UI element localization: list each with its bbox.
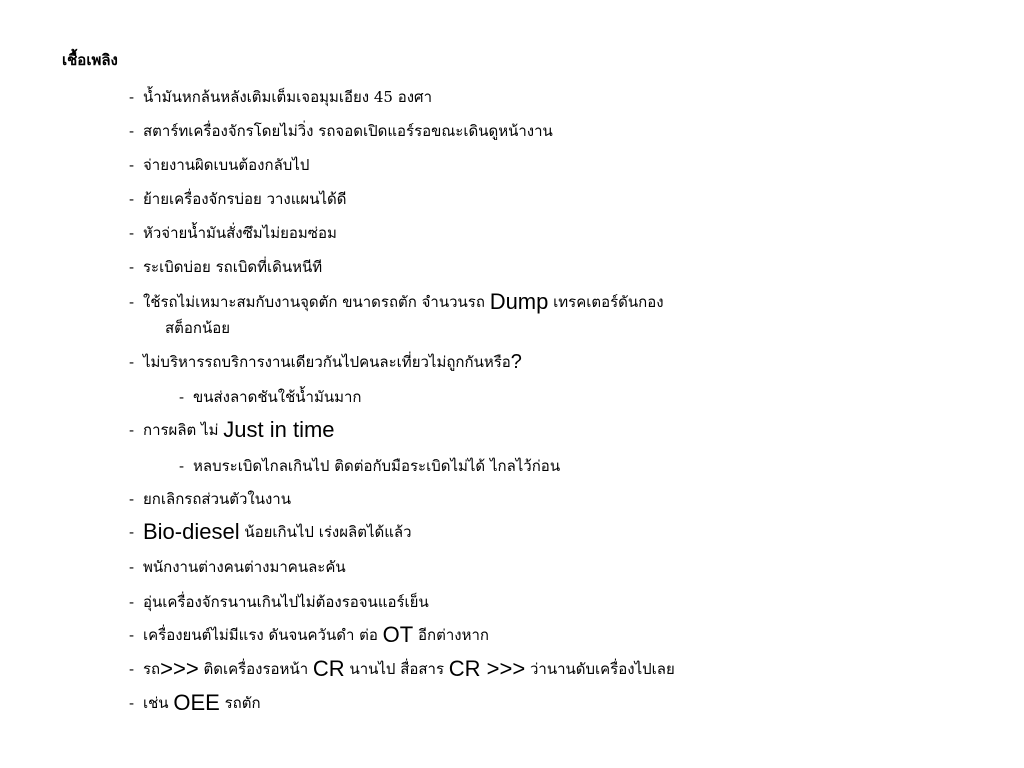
list-item	[129, 289, 664, 314]
list-item	[129, 257, 322, 277]
list-item	[129, 352, 522, 372]
sub-list-item	[179, 387, 362, 407]
item-text: เช่น	[143, 694, 174, 712]
item-latin-text: OT	[382, 622, 414, 647]
item-text: ว่านานดับเครื่องไปเลย	[525, 660, 675, 678]
item-text: พนักงานต่างคนต่างมาคนละคัน	[143, 558, 346, 576]
list-item	[129, 87, 432, 107]
bullet-dash: -	[129, 490, 135, 508]
item-text: สตาร์ทเครื่องจักรโดยไม่วิ่ง รถจอดเปิดแอร์รอขณะเดินดูหน้างาน	[143, 122, 553, 140]
item-text: เครื่องยนต์ไม่มีแรง ดันจนควันดำ ต่อ	[143, 626, 383, 644]
item-latin-text: Bio-diesel	[143, 519, 240, 544]
item-text: อุ่นเครื่องจักรนานเกินไปไม่ต้องรอจนแอร์เย็น	[143, 593, 429, 611]
bullet-dash: -	[129, 660, 135, 678]
list-item	[129, 155, 309, 175]
list-item	[129, 622, 489, 647]
bullet-dash: -	[179, 388, 185, 406]
item-text: ติดเครื่องรอหน้า	[198, 660, 313, 678]
list-item	[129, 592, 429, 612]
list-item	[129, 121, 553, 141]
list-item-continuation	[165, 318, 230, 338]
item-latin-text: CR >>>	[448, 656, 526, 681]
item-text: สต็อกน้อย	[165, 319, 231, 337]
item-text: ใช้รถไม่เหมาะสมกับงานจุดตัก ขนาดรถตัก จำนวนรถ	[143, 293, 490, 311]
list-item	[129, 189, 346, 209]
item-latin-text: ?	[510, 351, 522, 373]
item-latin-text: >>>	[160, 656, 199, 681]
list-item	[129, 557, 346, 577]
list-item	[129, 656, 675, 681]
item-text: น้ำมันหกล้นหลังเติมเต็มเจอมุมเอียง 45 องศา	[143, 88, 432, 106]
item-latin-text: CR	[312, 656, 345, 681]
bullet-dash: -	[129, 156, 135, 174]
item-text: ไม่บริหารรถบริการงานเดียวกันไปคนละเที่ยวไม่ถูกกันหรือ	[143, 353, 511, 371]
item-text: จ่ายงานผิดเบนต้องกลับไป	[143, 156, 310, 174]
list-item	[129, 223, 337, 243]
bullet-dash: -	[179, 457, 185, 475]
bullet-dash: -	[129, 88, 135, 106]
list-item	[129, 519, 412, 544]
bullet-dash: -	[129, 258, 135, 276]
item-text: ย้ายเครื่องจักรบ่อย วางแผนได้ดี	[143, 190, 347, 208]
bullet-dash: -	[129, 626, 135, 644]
item-text: หัวจ่ายน้ำมันสั่งซึมไม่ยอมซ่อม	[143, 224, 337, 242]
item-text: ระเบิดบ่อย รถเบิดที่เดินหนีที	[143, 258, 323, 276]
bullet-dash: -	[129, 353, 135, 371]
bullet-dash: -	[129, 523, 135, 541]
item-text: เทรคเตอร์ดันกอง	[548, 293, 664, 311]
list-item	[129, 690, 261, 715]
bullet-dash: -	[129, 558, 135, 576]
bullet-dash: -	[129, 224, 135, 242]
item-latin-text: Just in time	[223, 417, 335, 442]
list-item	[129, 417, 335, 442]
item-latin-text: OEE	[173, 690, 220, 715]
item-text: ขนส่งลาดชันใช้น้ำมันมาก	[193, 388, 362, 406]
item-text: หลบระเบิดไกลเกินไป ติดต่อกับมือระเบิดไม่ได้ ไกลไว้ก่อน	[193, 457, 561, 475]
sub-list-item	[179, 456, 560, 476]
item-text: นานไป สื่อสาร	[344, 660, 449, 678]
item-text: น้อยเกินไป เร่งผลิตได้แล้ว	[239, 523, 412, 541]
bullet-dash: -	[129, 421, 135, 439]
list-item	[129, 489, 291, 509]
bullet-dash: -	[129, 293, 135, 311]
bullet-dash: -	[129, 190, 135, 208]
slide-heading: เชื้อเพลิง	[62, 51, 118, 69]
item-text: ยกเลิกรถส่วนตัวในงาน	[143, 490, 291, 508]
item-latin-text: Dump	[489, 289, 549, 314]
bullet-dash: -	[129, 694, 135, 712]
item-text: การผลิต ไม่	[143, 421, 224, 439]
bullet-dash: -	[129, 122, 135, 140]
item-text: รถ	[143, 660, 161, 678]
item-text: อีกต่างหาก	[413, 626, 489, 644]
item-text: รถตัก	[219, 694, 261, 712]
bullet-dash: -	[129, 593, 135, 611]
